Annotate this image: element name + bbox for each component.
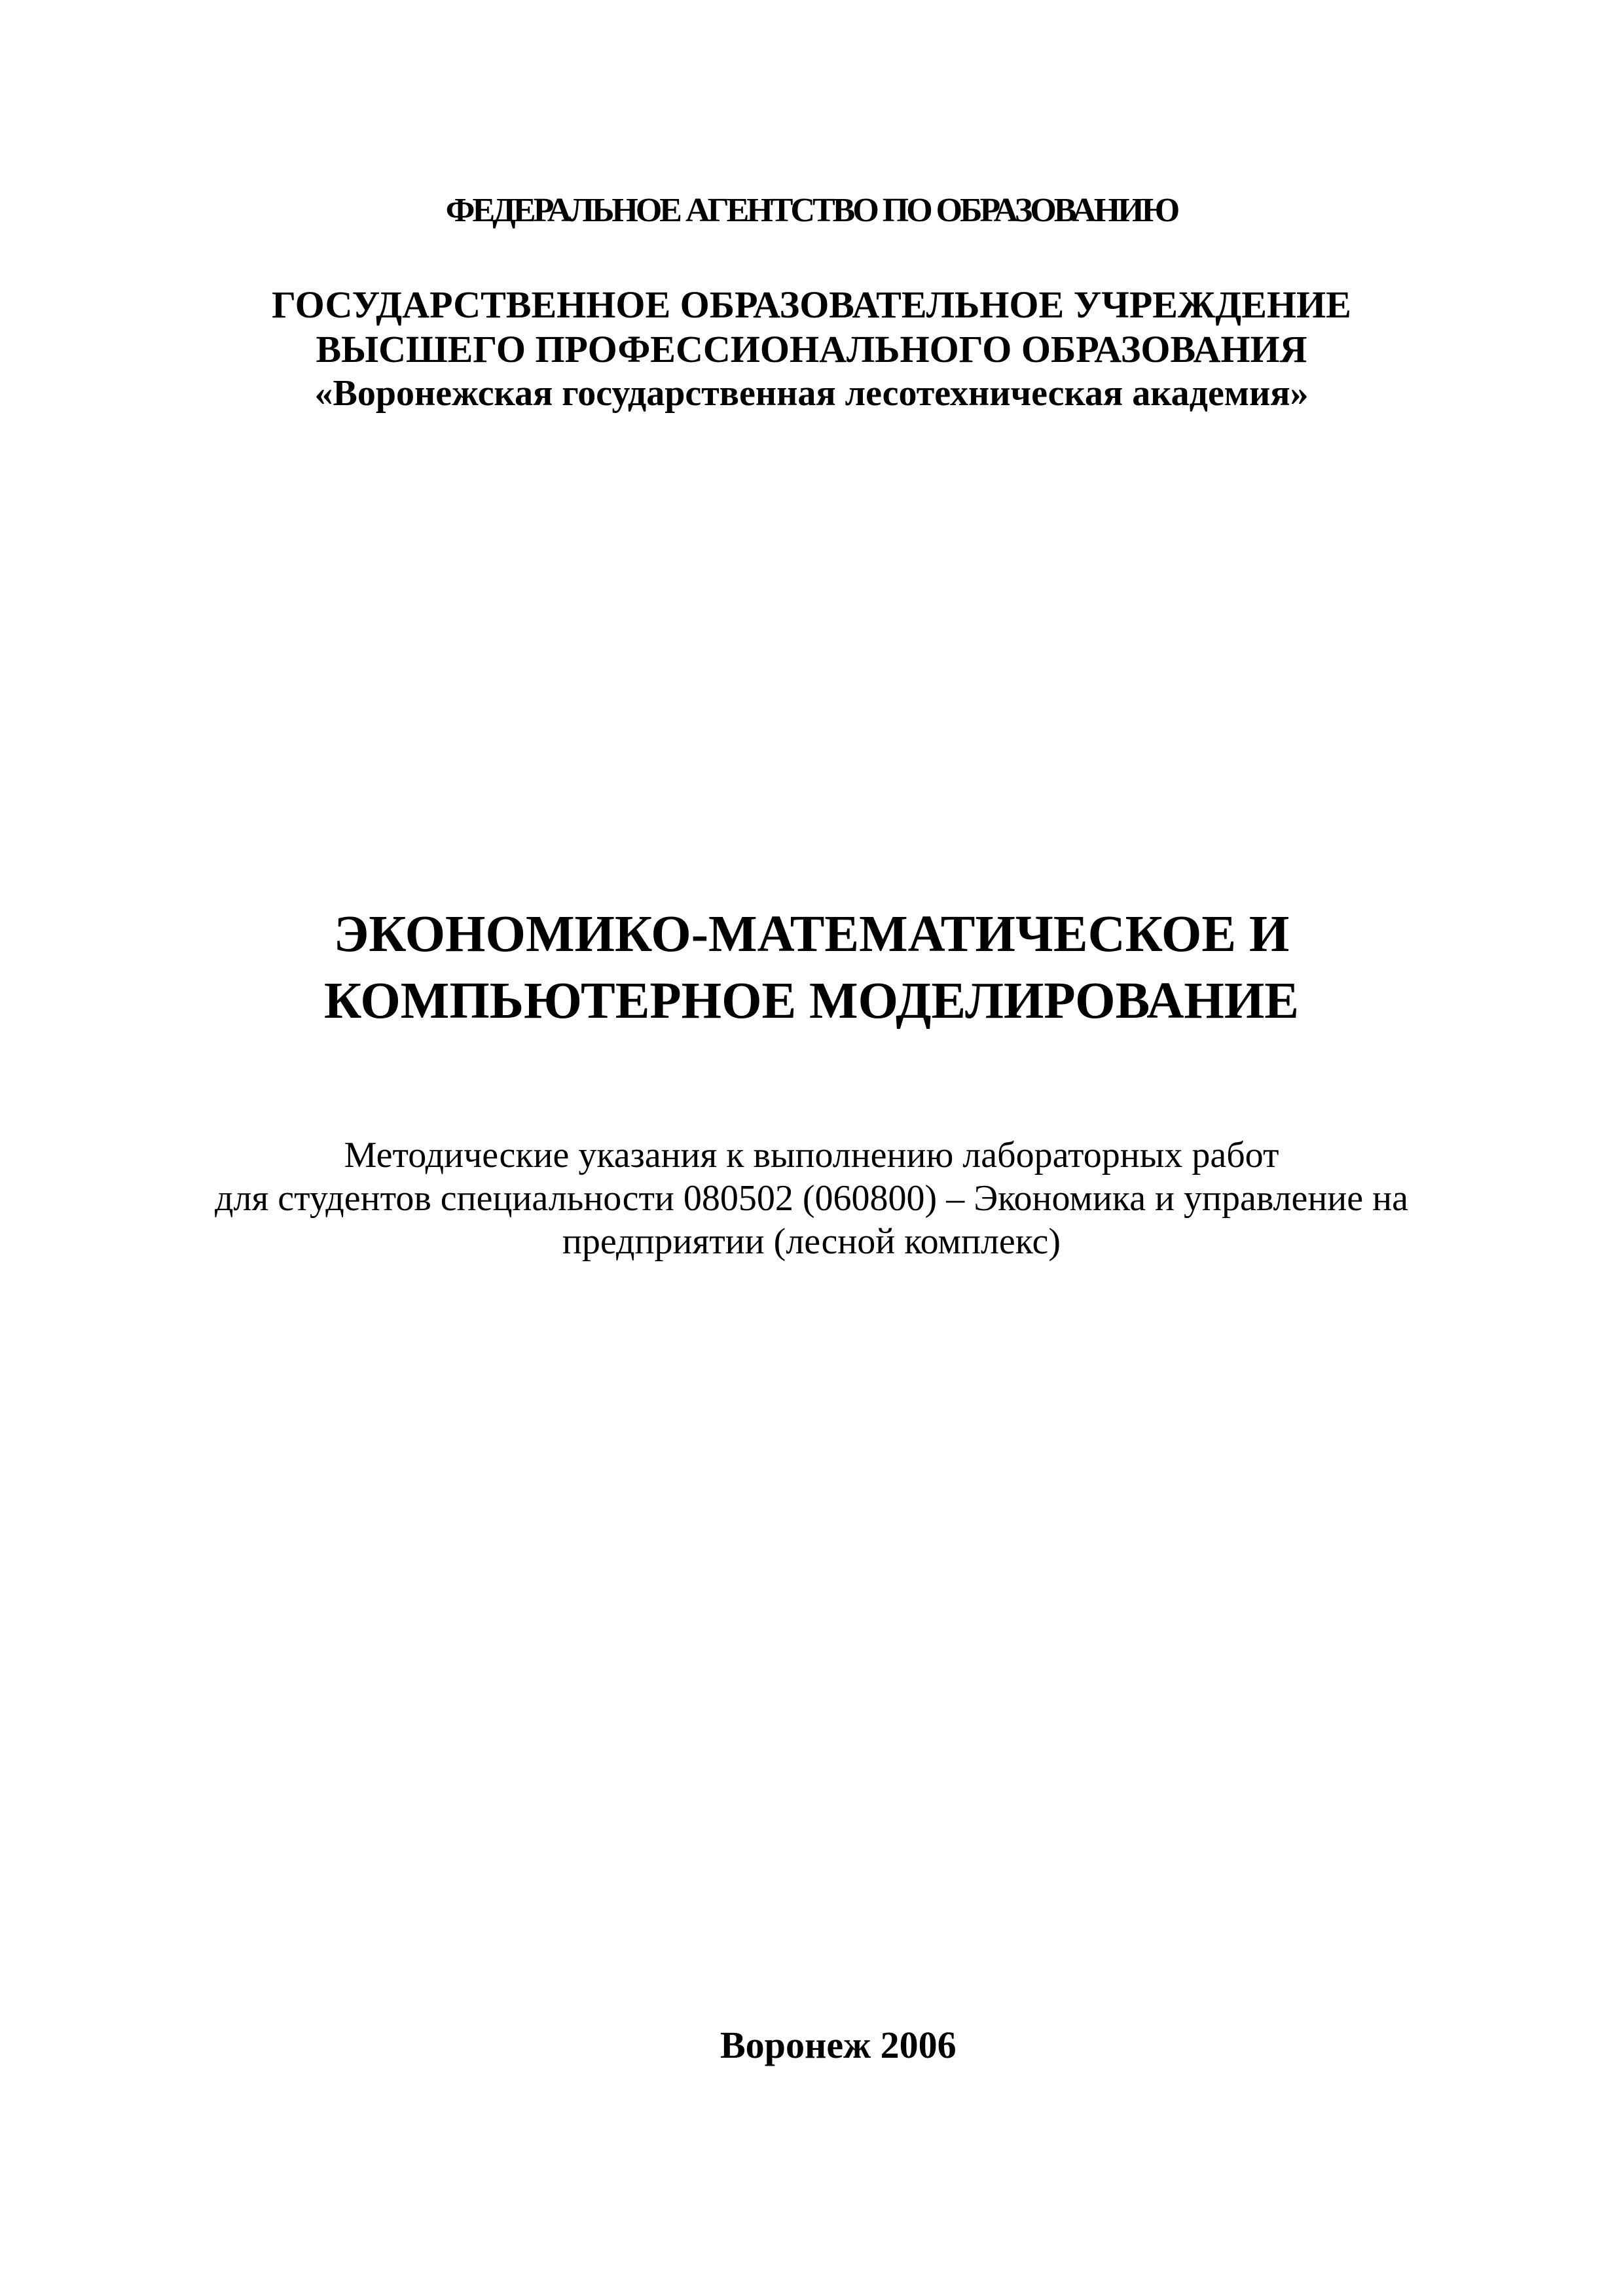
- agency-heading: ФЕДЕРАЛЬНОЕ АГЕНТСТВО ПО ОБРАЗОВАНИЮ: [445, 192, 1178, 229]
- document-title-line-1: ЭКОНОМИКО-МАТЕМАТИЧЕСКОЕ И: [333, 906, 1290, 963]
- document-title-line-2: КОМПЬЮТЕРНОЕ МОДЕЛИРОВАНИЕ: [324, 973, 1299, 1030]
- description-line-1: Методические указания к выполнению лабораторных работ: [344, 1135, 1279, 1175]
- institution-line-1: ГОСУДАРСТВЕННОЕ ОБРАЗОВАТЕЛЬНОЕ УЧРЕЖДЕНИЕ: [272, 283, 1351, 326]
- description-line-2: для студентов специальности 080502 (060800) – Экономика и управление на: [215, 1178, 1408, 1219]
- institution-name: «Воронежская государственная лесотехническая академия»: [314, 373, 1309, 414]
- institution-line-2: ВЫСШЕГО ПРОФЕССИОНАЛЬНОГО ОБРАЗОВАНИЯ: [316, 328, 1307, 370]
- description-line-3: предприятии (лесной комплекс): [562, 1221, 1061, 1262]
- city-year: Воронеж 2006: [720, 2024, 957, 2066]
